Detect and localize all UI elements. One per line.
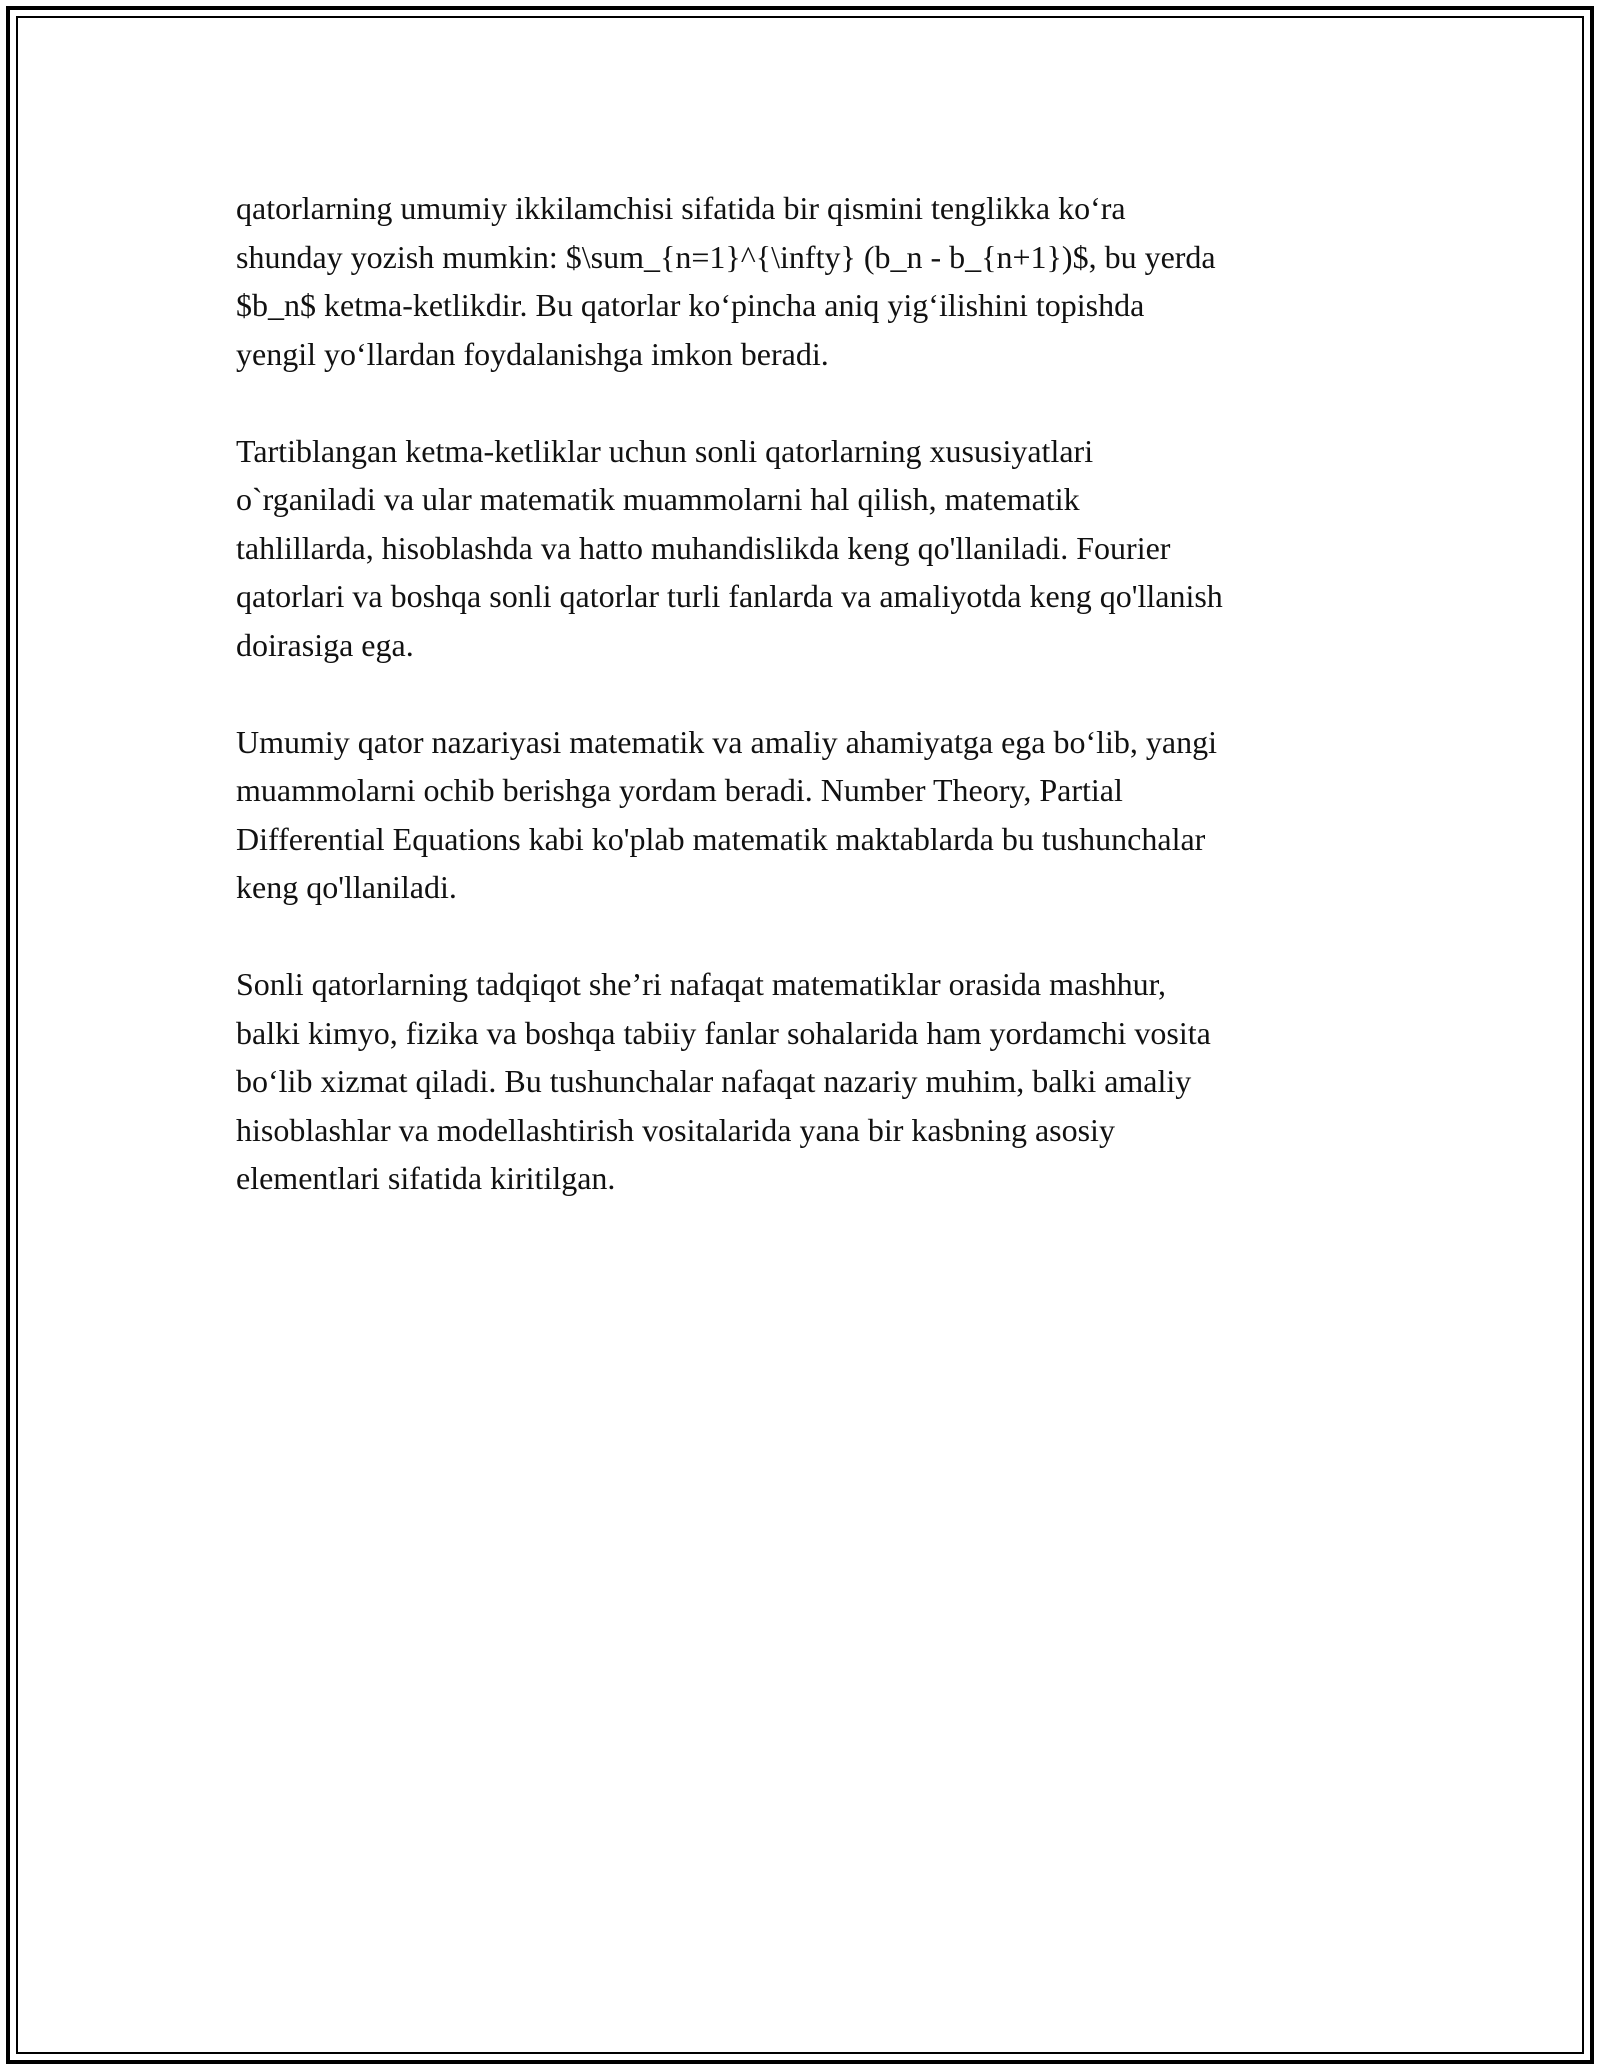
paragraph-4: Sonli qatorlarning tadqiqot she’ri nafaqat matematiklar orasida mashhur, balki kimyo, fizika va boshqa tabiiy fanlar sohalarida ham yordamchi vosita bo‘lib xizmat qiladi. Bu tushunchalar nafaqat nazariy muhim, balki amaliy hisoblashlar va modellashtirish vositalarida yana bir kasbning asosiy elementlari sifatida kiritilgan. [236, 966, 1211, 1196]
paragraph-3: Umumiy qator nazariyasi matematik va amaliy ahamiyatga ega bo‘lib, yangi muammolarni ochib berishga yordam beradi. Number Theory, Partial Differential Equations kabi ko'plab matematik maktablarda bu tushunchalar keng qo'llaniladi. [236, 723, 1217, 905]
paragraph-1: qatorlarning umumiy ikkilamchisi sifatida bir qismini tenglikka ko‘ra shunday yozish mumkin: $\sum_{n=1}^{\infty} (b_n - b_{n+1})$, bu yerda $b_n$ ketma-ketlikdir. Bu qatorlar ko‘pincha aniq yig‘ilishini topishda yengil yo‘llardan foydalanishga imkon beradi. [236, 190, 1216, 372]
paragraph-2: Tartiblangan ketma-ketliklar uchun sonli qatorlarning xususiyatlari o`rganiladi va ular matematik muammolarni hal qilish, matematik tahlillarda, hisoblashda va hatto muhandislikda keng qo'llaniladi. Fourier qatorlari va boshqa sonli qatorlar turli fanlarda va amaliyotda keng qo'llanish doirasiga ega. [236, 432, 1223, 663]
document-body [236, 184, 1376, 1251]
